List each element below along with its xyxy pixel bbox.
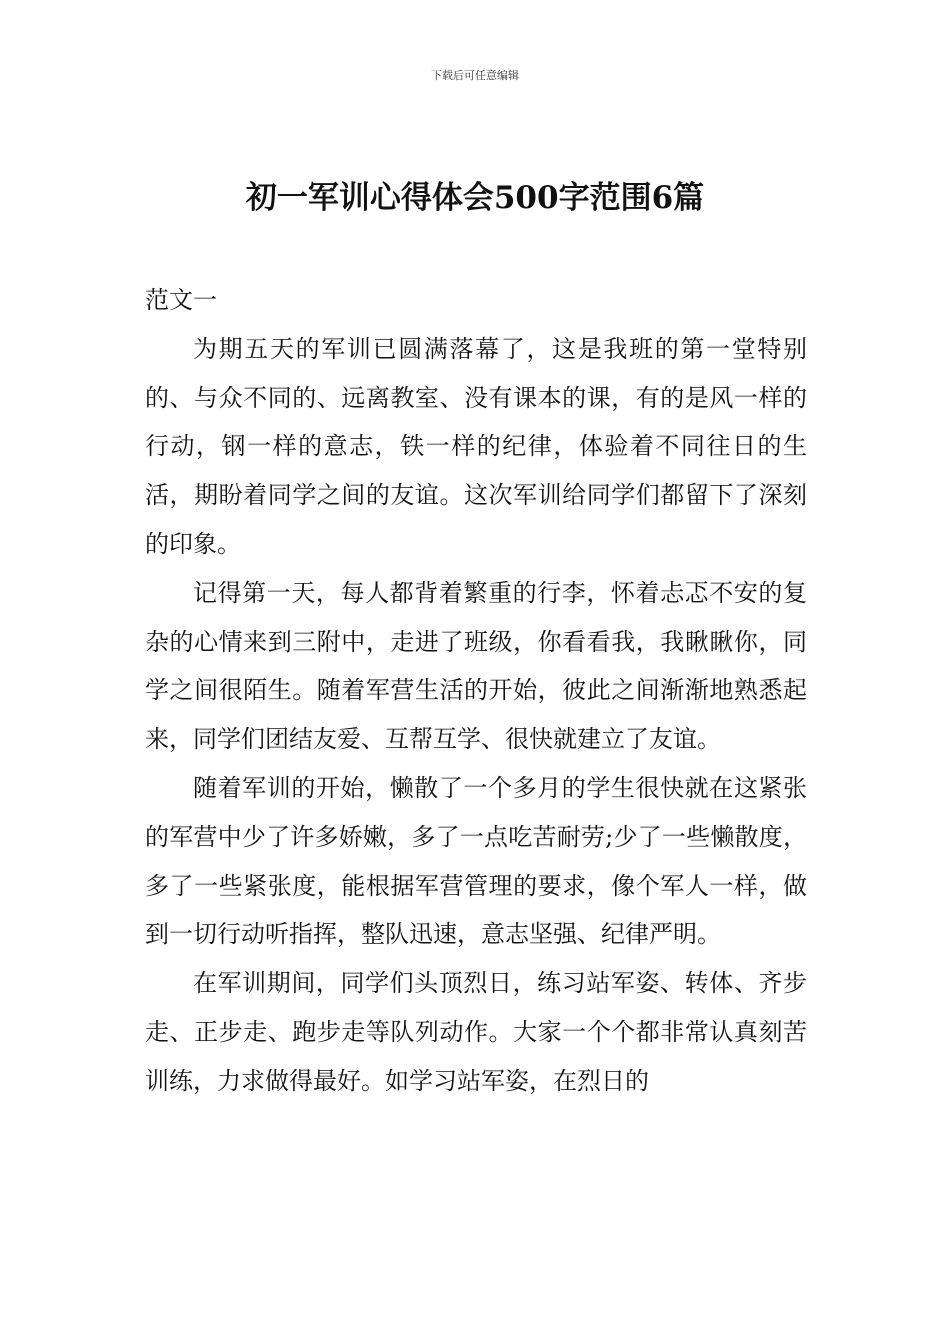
section-label: 范文一: [145, 286, 217, 314]
document-body: [145, 276, 807, 1106]
paragraph: 随着军训的开始，懒散了一个多月的学生很快就在这紧张的军营中少了许多娇嫩，多了一点吃苦耐劳;少了一些懒散度，多了一些紧张度，能根据军营管理的要求，像个军人一样，做到一切行动听指挥，整队迅速，意志坚强、纪律严明。: [145, 773, 807, 949]
paragraph: 为期五天的军训已圆满落幕了，这是我班的第一堂特别的、与众不同的、远离教室、没有课本的课，有的是风一样的行动，钢一样的意志，铁一样的纪律，体验着不同往日的生活，期盼着同学之间的友谊。这次军训给同学们都留下了深刻的印象。: [145, 334, 807, 558]
header-note: 下载后可任意编辑: [431, 69, 519, 82]
document-title: 初一军训心得体会500字范围6篇: [245, 180, 705, 216]
paragraph: 在军训期间，同学们头顶烈日，练习站军姿、转体、齐步走、正步走、跑步走等队列动作。大家一个个都非常认真刻苦训练，力求做得最好。如学习站军姿，在烈日的: [145, 969, 807, 1095]
paragraph: 记得第一天，每人都背着繁重的行李，怀着忐忑不安的复杂的心情来到三附中，走进了班级，你看看我，我瞅瞅你，同学之间很陌生。随着军营生活的开始，彼此之间渐渐地熟悉起来，同学们团结友爱、互帮互学、很快就建立了友谊。: [145, 578, 807, 754]
